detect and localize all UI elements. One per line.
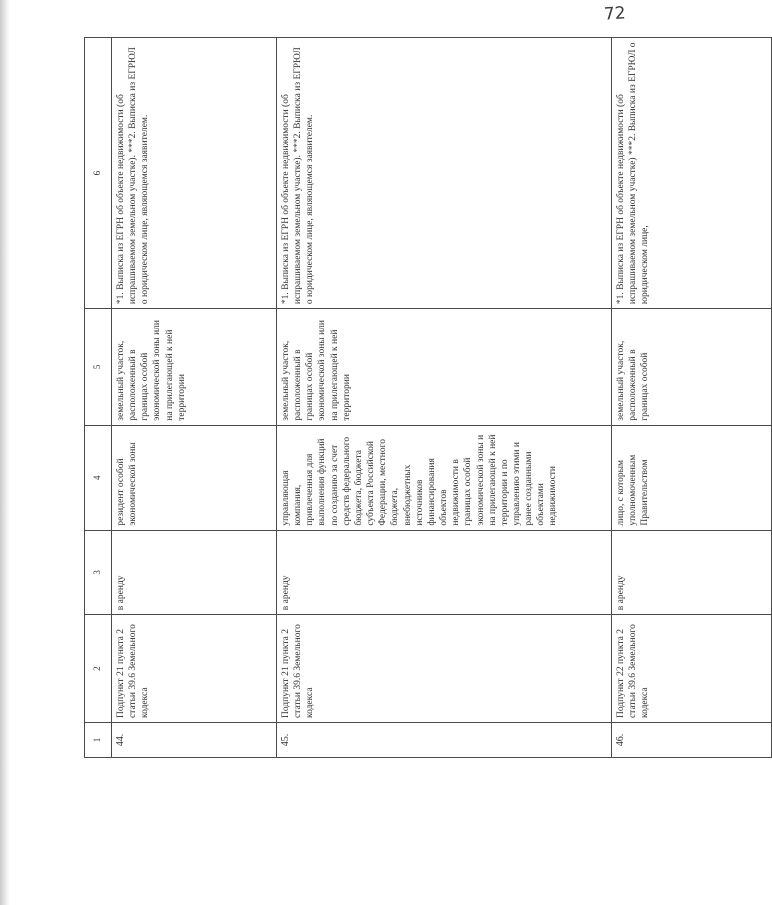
provision-type: в аренду [112,530,277,615]
land-plot: земельный участок, расположенный в границах особой [612,309,772,426]
land-plot: земельный участок, расположенный в границах особой экономической зоны или на прилегающей к ней территории [112,309,277,426]
applicant: лицо, с которым уполномоченным Правительством [612,425,772,530]
column-header: 1 [85,723,112,758]
page-number: 72 [603,3,627,25]
applicant: резидент особой экономической зоны [112,425,277,530]
row-number: 44. [112,723,277,758]
scan-edge [0,0,10,905]
required-documents: *1. Выписка из ЕГРН об объекте недвижимости (об испрашиваемом земельном участке) ***2. Выписка из ЕГРЮЛ о юридическом лице, [612,38,772,309]
table-row [612,38,772,758]
legal-basis: Подпункт 22 пункта 2 статьи 39.6 Земельного кодекса [612,615,772,723]
provision-type: в аренду [612,530,772,615]
row-number: 45. [277,723,612,758]
provision-type: в аренду [277,530,612,615]
column-header: 5 [85,309,112,426]
rotated-table-page [84,37,651,758]
required-documents: *1. Выписка из ЕГРН об объекте недвижимости (об испрашиваемом земельном участке). ***2. Выписка из ЕГРЮЛ о юридическом лице, являющемся заявителем. [277,38,612,309]
required-documents: *1. Выписка из ЕГРН об объекте недвижимости (об испрашиваемом земельном участке). ***2. Выписка из ЕГРЮЛ о юридическом лице, являющемся заявителем. [112,38,277,309]
land-plot: земельный участок, расположенный в границах особой экономической зоны или на прилегающей к ней территории [277,309,612,426]
column-header: 4 [85,425,112,530]
column-header: 3 [85,530,112,615]
row-number: 46. [612,723,772,758]
table-row [112,38,277,758]
legal-basis: Подпункт 21 пункта 2 статьи 39.6 Земельного кодекса [277,615,612,723]
column-header: 2 [85,615,112,723]
table-row [277,38,612,758]
column-header: 6 [85,38,112,309]
legal-basis: Подпункт 21 пункта 2 статьи 39.6 Земельного кодекса [112,615,277,723]
applicant: управляющая компания, привлеченная для выполнения функций по созданию за счет средств федерального бюджета, бюджета субъекта Российской Федерации, местного бюджета, внебюджетных источников финансирования объектов недвижимости в границах особой экономической зоны и на прилегающей к ней территории и по управлению этими и ранее созданными объектами недвижимости [277,425,612,530]
column-number-header [85,38,112,758]
land-documents-table [84,37,772,758]
